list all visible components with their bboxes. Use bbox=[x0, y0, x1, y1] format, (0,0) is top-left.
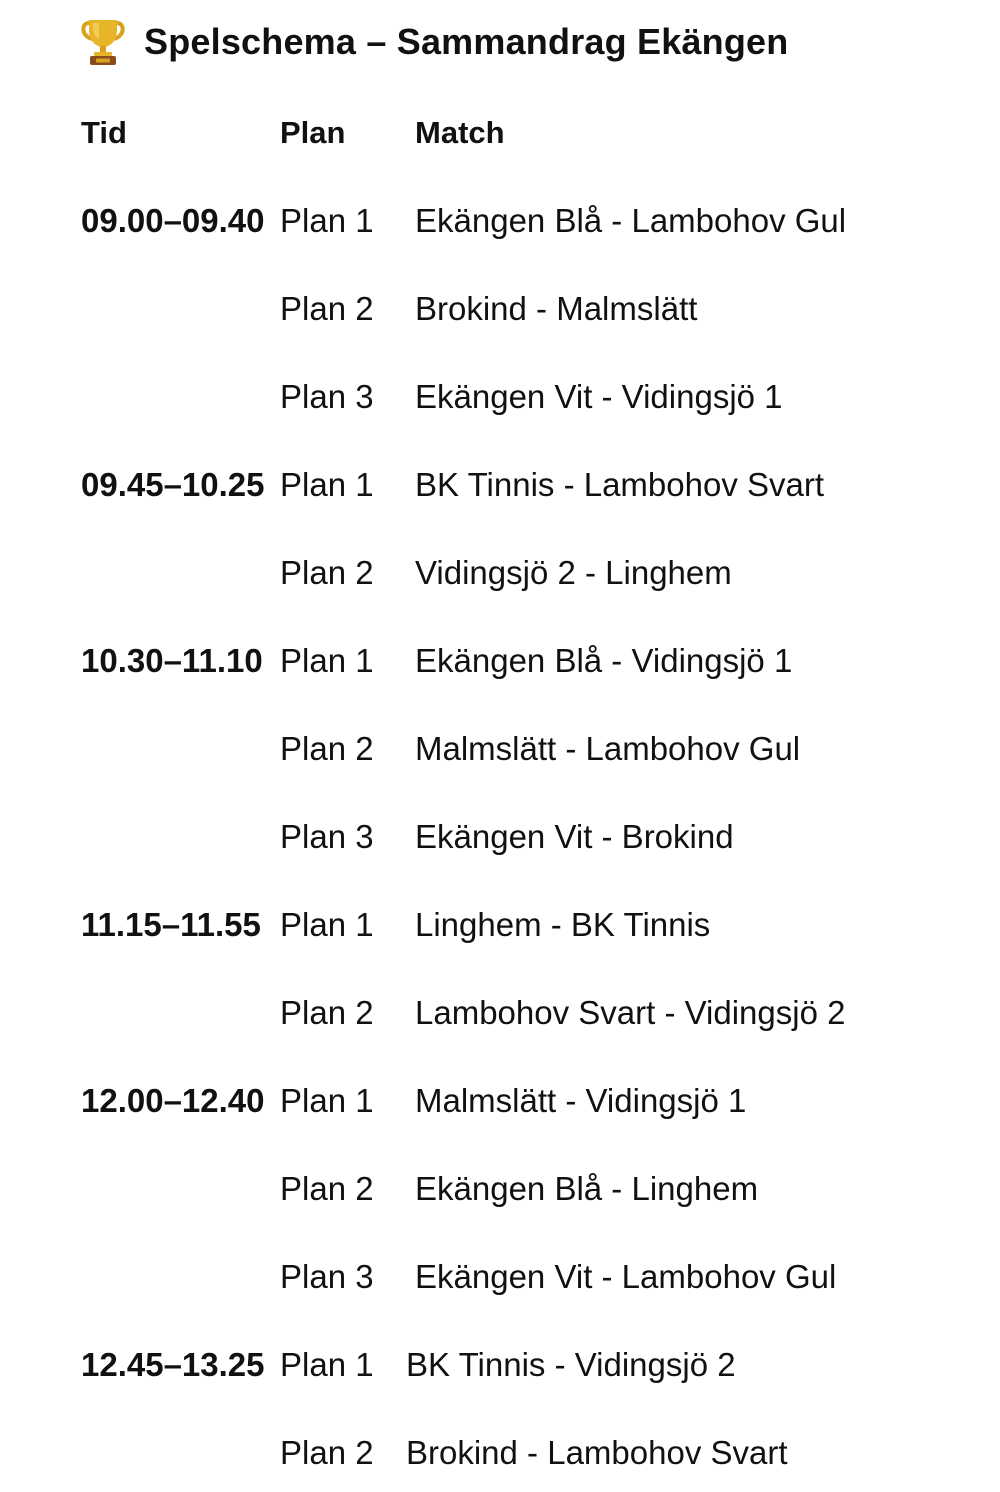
match-cell: Ekängen Vit - Brokind bbox=[415, 818, 734, 855]
match-cell: Ekängen Vit - Vidingsjö 1 bbox=[415, 378, 783, 415]
plan-cell: Plan 2 bbox=[280, 730, 374, 767]
match-cell: BK Tinnis - Lambohov Svart bbox=[415, 466, 825, 503]
table-row bbox=[0, 1164, 1000, 1214]
match-cell: Ekängen Blå - Lambohov Gul bbox=[415, 202, 847, 239]
match-cell: Malmslätt - Vidingsjö 1 bbox=[415, 1082, 747, 1119]
match-cell: Lambohov Svart - Vidingsjö 2 bbox=[415, 994, 846, 1031]
plan-cell: Plan 2 bbox=[280, 554, 374, 591]
header-match: Match bbox=[415, 115, 505, 150]
plan-cell: Plan 2 bbox=[280, 994, 374, 1031]
header-plan: Plan bbox=[280, 115, 346, 150]
time-cell: 10.30–11.10 bbox=[81, 642, 263, 679]
table-row bbox=[0, 196, 1000, 246]
plan-cell: Plan 1 bbox=[280, 1346, 374, 1383]
match-cell: Ekängen Blå - Linghem bbox=[415, 1170, 759, 1207]
table-row bbox=[0, 1076, 1000, 1126]
plan-cell: Plan 3 bbox=[280, 378, 374, 415]
time-cell: 11.15–11.55 bbox=[81, 906, 261, 943]
table-row bbox=[0, 548, 1000, 598]
trophy-icon bbox=[80, 17, 126, 67]
time-cell: 12.00–12.40 bbox=[81, 1082, 265, 1119]
match-cell: BK Tinnis - Vidingsjö 2 bbox=[406, 1346, 736, 1383]
plan-cell: Plan 1 bbox=[280, 466, 374, 503]
table-header-row bbox=[0, 108, 1000, 158]
table-row bbox=[0, 988, 1000, 1038]
plan-cell: Plan 3 bbox=[280, 1258, 374, 1295]
page-title-row bbox=[80, 14, 788, 70]
match-cell: Linghem - BK Tinnis bbox=[415, 906, 711, 943]
match-cell: Brokind - Malmslätt bbox=[415, 290, 698, 327]
plan-cell: Plan 1 bbox=[280, 906, 374, 943]
plan-cell: Plan 1 bbox=[280, 642, 374, 679]
match-cell: Ekängen Blå - Vidingsjö 1 bbox=[415, 642, 793, 679]
time-cell: 12.45–13.25 bbox=[81, 1346, 265, 1383]
table-row bbox=[0, 636, 1000, 686]
plan-cell: Plan 2 bbox=[280, 1170, 374, 1207]
table-row bbox=[0, 724, 1000, 774]
page-title: Spelschema – Sammandrag Ekängen bbox=[144, 21, 789, 62]
match-cell: Vidingsjö 2 - Linghem bbox=[415, 554, 732, 591]
table-row bbox=[0, 900, 1000, 950]
table-row bbox=[0, 1428, 1000, 1478]
plan-cell: Plan 1 bbox=[280, 1082, 374, 1119]
plan-cell: Plan 2 bbox=[280, 1434, 374, 1471]
table-row bbox=[0, 812, 1000, 862]
match-cell: Brokind - Lambohov Svart bbox=[406, 1434, 788, 1471]
table-row bbox=[0, 372, 1000, 422]
table-row bbox=[0, 460, 1000, 510]
time-cell: 09.45–10.25 bbox=[81, 466, 265, 503]
header-time: Tid bbox=[81, 115, 127, 150]
table-row bbox=[0, 1252, 1000, 1302]
plan-cell: Plan 2 bbox=[280, 290, 374, 327]
match-cell: Ekängen Vit - Lambohov Gul bbox=[415, 1258, 837, 1295]
table-row bbox=[0, 284, 1000, 334]
match-cell: Malmslätt - Lambohov Gul bbox=[415, 730, 801, 767]
time-cell: 09.00–09.40 bbox=[81, 202, 265, 239]
plan-cell: Plan 3 bbox=[280, 818, 374, 855]
table-row bbox=[0, 1340, 1000, 1390]
plan-cell: Plan 1 bbox=[280, 202, 374, 239]
